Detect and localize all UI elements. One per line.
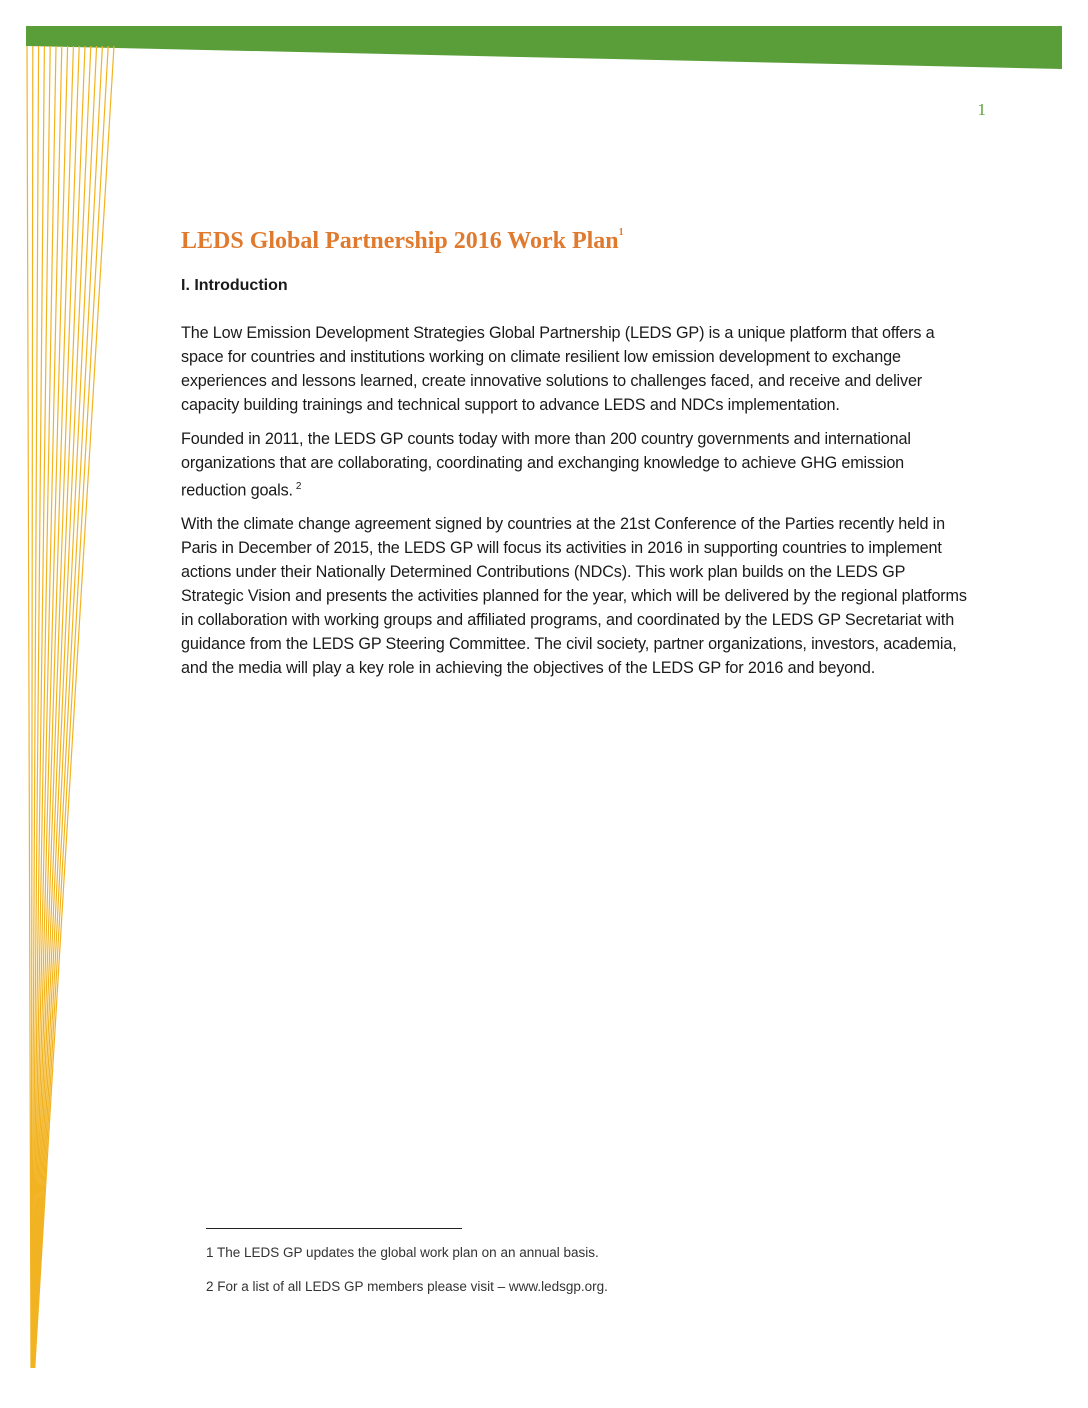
paragraph-footnote-marker: 2 <box>295 481 302 492</box>
side-line <box>33 46 79 1368</box>
page-number: 1 <box>977 100 986 119</box>
title-footnote-marker: 1 <box>618 227 624 238</box>
document-title-text: LEDS Global Partnership 2016 Work Plan <box>181 228 619 254</box>
paragraph-founded-text: Founded in 2011, the LEDS GP counts today with more than 200 country governments and international organizations that are collaborating, coordinating and exchanging knowledge to achieve GHG emission reduction goals. <box>181 430 911 500</box>
section-heading: I. Introduction <box>181 277 288 294</box>
side-line <box>33 46 73 1368</box>
side-line <box>34 46 97 1368</box>
green-header-band <box>26 26 1062 69</box>
footnote-2: 2 For a list of all LEDS GP members please visit – www.ledsgp.org. <box>206 1279 608 1294</box>
side-line <box>35 46 109 1368</box>
side-line <box>27 46 31 1368</box>
paragraph-intro: The Low Emission Development Strategies Global Partnership (LEDS GP) is a unique platform that offers a space for countries and institutions working on climate resilient low emission development to exchange experiences and lessons learned, create innovative solutions to challenges faced, and receive and deliver capacity building trainings and technical support to advance LEDS and NDCs implementation. <box>181 324 935 414</box>
paragraph-founded <box>181 427 971 502</box>
document-body <box>181 228 971 690</box>
orange-side-lines <box>27 46 114 1368</box>
document-title <box>181 228 971 255</box>
paragraph-agreement: With the climate change agreement signed by countries at the 21st Conference of the Parties recently held in Paris in December of 2015, the LEDS GP will focus its activities in 2016 in supporting countries to implement actions under their Nationally Determined Contributions (NDCs). This work plan builds on the LEDS GP Strategic Vision and presents the activities planned for the year, which will be delivered by the regional platforms in collaboration with working groups and affiliated programs, and coordinated by the LEDS GP Secretariat with guidance from the LEDS GP Steering Committee. The civil society, partner organizations, investors, academia, and the media will play a key role in achieving the objectives of the LEDS GP for 2016 and beyond. <box>181 515 967 678</box>
footnote-1: 1 The LEDS GP updates the global work plan on an annual basis. <box>206 1245 599 1260</box>
footnote-separator <box>206 1228 462 1229</box>
